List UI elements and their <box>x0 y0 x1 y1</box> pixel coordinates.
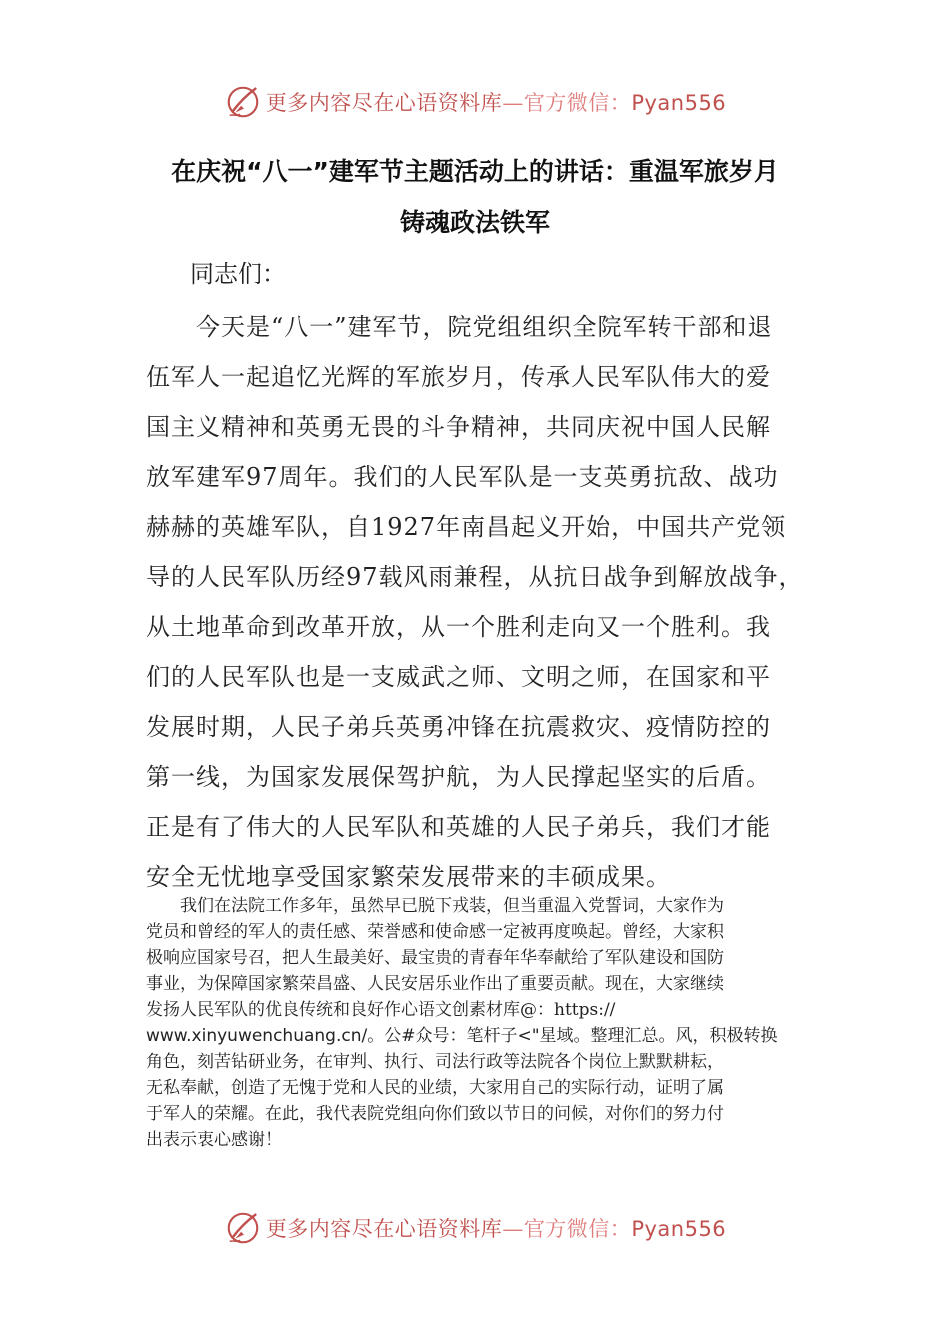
paragraph-1-line: 第一线，为国家发展保驾护航，为人民撑起坚实的后盾。 <box>146 763 771 791</box>
paragraph-1-line: 导的人民军队历经97载风雨兼程，从抗日战争到解放战争， <box>146 563 804 591</box>
banner-site-name: 更多内容尽在心语资料库 <box>265 1217 503 1241</box>
paragraph-1-line: 从土地革命到改革开放，从一个胜利走向又一个胜利。我 <box>146 613 771 641</box>
paragraph-2 <box>146 893 806 1153</box>
paragraph-2-line: www.xinyuwenchuang.cn/。公#众号：笔杆子<"星域。整理汇总。风，积极转换 <box>146 1026 778 1046</box>
paragraph-2-line: 我们在法院工作多年，虽然早已脱下戎装，但当重温入党誓词，大家作为 <box>146 896 724 916</box>
paragraph-2-line: 事业，为保障国家繁荣昌盛、人民安居乐业作出了重要贡献。现在，大家继续 <box>146 974 724 994</box>
paragraph-1-line: 们的人民军队也是一支威武之师、文明之师，在国家和平 <box>146 663 771 691</box>
paragraph-1-line: 发展时期，人民子弟兵英勇冲锋在抗震救灾、疫情防控的 <box>146 713 771 741</box>
footer-banner <box>0 1208 950 1248</box>
pen-circle-logo-icon <box>224 1209 262 1247</box>
pen-circle-logo-icon <box>224 83 262 121</box>
document-title-line-1: 在庆祝“八一”建军节主题活动上的讲话：重温军旅岁月 <box>171 157 779 186</box>
paragraph-1-line: 今天是“八一”建军节，院党组组织全院军转干部和退 <box>146 313 773 341</box>
paragraph-2-line: 出表示衷心感谢！ <box>146 1130 282 1150</box>
banner-site-name: 更多内容尽在心语资料库 <box>265 91 503 115</box>
paragraph-2-line: 于军人的荣耀。在此，我代表院党组向你们致以节日的问候，对你们的努力付 <box>146 1104 724 1124</box>
document-title-line-2: 铸魂政法铁军 <box>399 208 550 237</box>
banner-wechat-label: —官方微信： <box>502 91 632 115</box>
banner-wechat-id: Pyan556 <box>631 91 727 115</box>
banner-text <box>266 87 726 117</box>
paragraph-2-line: 角色，刻苦钻研业务，在审判、执行、司法行政等法院各个岗位上默默耕耘， <box>146 1052 724 1072</box>
paragraph-2-line: 发扬人民军队的优良传统和良好作心语文创素材库@：https:// <box>146 1000 616 1020</box>
paragraph-1-line: 正是有了伟大的人民军队和英雄的人民子弟兵，我们才能 <box>146 813 771 841</box>
banner-wechat-id: Pyan556 <box>631 1217 727 1241</box>
banner-wechat-label: —官方微信： <box>502 1217 632 1241</box>
paragraph-1-line: 伍军人一起追忆光辉的军旅岁月，传承人民军队伟大的爱 <box>146 363 771 391</box>
paragraph-1-line: 放军建军97周年。我们的人民军队是一支英勇抗敌、战功 <box>146 463 779 491</box>
salutation: 同志们： <box>190 260 286 288</box>
banner-text <box>266 1213 726 1243</box>
paragraph-1-line: 国主义精神和英勇无畏的斗争精神，共同庆祝中国人民解 <box>146 413 771 441</box>
paragraph-2-line: 极响应国家号召，把人生最美好、最宝贵的青春年华奉献给了军队建设和国防 <box>146 948 724 968</box>
paragraph-1-line: 安全无忧地享受国家繁荣发展带来的丰硕成果。 <box>146 863 671 891</box>
header-banner <box>0 82 950 122</box>
paragraph-2-line: 党员和曾经的军人的责任感、荣誉感和使命感一定被再度唤起。曾经，大家积 <box>146 922 724 942</box>
paragraph-1-line: 赫赫的英雄军队，自1927年南昌起义开始，中国共产党领 <box>146 513 787 541</box>
paragraph-2-line: 无私奉献，创造了无愧于党和人民的业绩，大家用自己的实际行动，证明了属 <box>146 1078 724 1098</box>
paragraph-1 <box>146 302 811 902</box>
